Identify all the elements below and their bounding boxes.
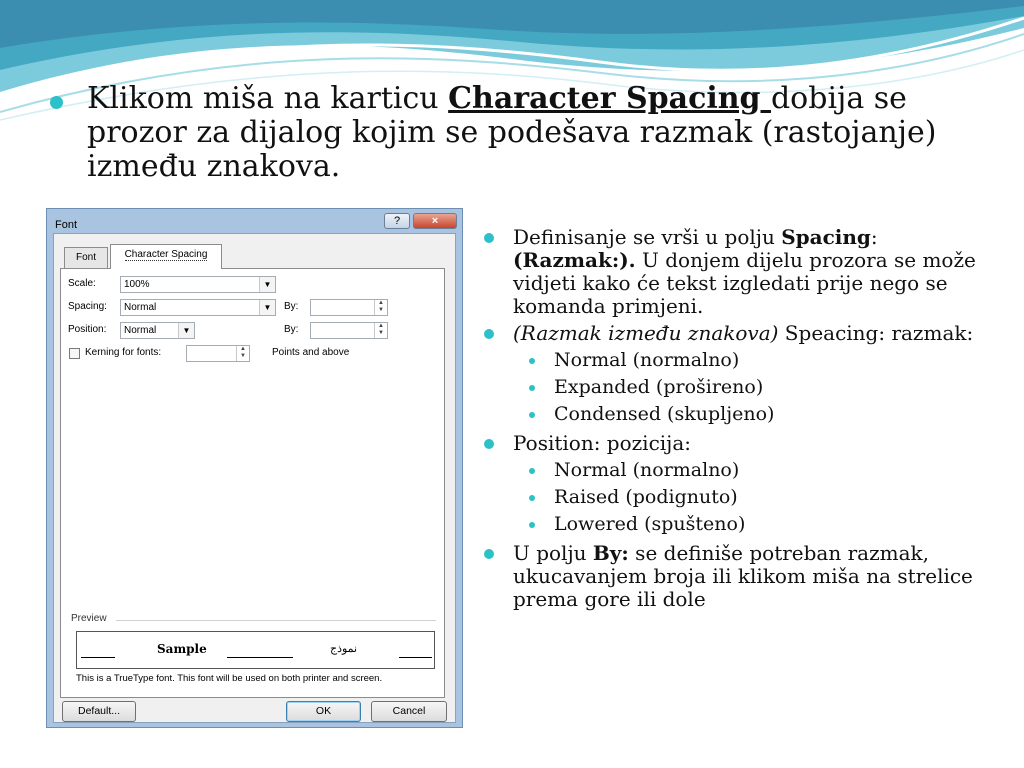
scale-value: 100%	[124, 279, 150, 290]
sub-list-item	[480, 349, 980, 372]
kerning-checkbox[interactable]	[69, 348, 80, 359]
list-item	[480, 322, 980, 345]
ok-button[interactable]: OK	[286, 701, 361, 722]
item1-text-a: Definisanje se vrši u polju	[513, 225, 782, 249]
spacing-by-spinner[interactable]	[310, 299, 388, 316]
item1-spacing-term: Spacing	[781, 225, 871, 249]
sub-item-text: Lowered (spušteno)	[554, 513, 746, 535]
spacing-label: Spacing:	[68, 301, 107, 312]
sub-item-text: Normal (normalno)	[554, 459, 740, 481]
spacing-combobox[interactable]	[120, 299, 276, 316]
preview-sample: Sample	[157, 642, 207, 656]
chevron-down-icon[interactable]: ▼	[259, 277, 275, 292]
chevron-down-icon[interactable]: ▼	[178, 323, 194, 338]
bullet-dot-icon	[484, 439, 494, 449]
tab-font[interactable]: Font	[64, 247, 108, 268]
default-button[interactable]: Default...	[62, 701, 136, 722]
cancel-button[interactable]: Cancel	[371, 701, 447, 722]
sub-list-item	[480, 376, 980, 399]
spinner-arrows-icon[interactable]: ▲ ▼	[374, 300, 387, 315]
preview-underline	[81, 657, 115, 658]
sub-bullet-icon	[529, 468, 535, 474]
scale-combobox[interactable]	[120, 276, 276, 293]
item4-by-term: By:	[592, 541, 629, 565]
position-combobox[interactable]	[120, 322, 195, 339]
preview-note: This is a TrueType font. This font will be used on both printer and screen.	[76, 673, 383, 684]
item4-text-c: se definiše potreban razmak, ukucavanjem broja ili klikom miša na strelice prema gore ili dole	[513, 541, 973, 611]
position-value: Normal	[124, 325, 157, 336]
main-bullet	[50, 82, 970, 184]
sub-bullet-icon	[529, 522, 535, 528]
sub-item-text: Raised (podignuto)	[554, 486, 738, 508]
bullet-dot-icon	[50, 96, 63, 109]
kerning-points-spinner[interactable]	[186, 345, 250, 362]
preview-label: Preview	[71, 613, 107, 624]
main-bullet-prefix: Klikom miša na karticu	[87, 81, 449, 116]
dialog-body	[53, 233, 456, 723]
main-bullet-highlight: Character Spacing	[448, 81, 771, 116]
main-bullet-text	[87, 82, 970, 184]
bullet-dot-icon	[484, 233, 494, 243]
tab-character-spacing-label: Character Spacing	[124, 249, 208, 260]
chevron-down-icon[interactable]: ▼	[259, 300, 275, 315]
list-item	[480, 226, 980, 318]
spinner-arrows-icon[interactable]: ▲ ▼	[236, 346, 249, 361]
preview-box	[76, 631, 435, 669]
list-item	[480, 432, 980, 455]
sub-list-item	[480, 486, 980, 509]
sub-list-item	[480, 513, 980, 536]
item2-rest: Speacing: razmak:	[778, 321, 974, 345]
position-by-label: By:	[284, 324, 299, 335]
item1-razmak-term: (Razmak:).	[513, 248, 636, 272]
sub-item-text: Condensed (skupljeno)	[554, 403, 775, 425]
font-dialog	[46, 208, 463, 728]
preview-arabic-sample: نموذج	[330, 643, 358, 655]
main-bullet-suffix: dobija se prozor za dijalog kojim se podešava razmak (rastojanje) između znakova.	[87, 81, 937, 184]
item4-text-a: U polju	[513, 541, 593, 565]
position-label: Position:	[68, 324, 107, 335]
dialog-title: Font	[55, 219, 78, 231]
preview-divider	[116, 620, 436, 621]
help-button[interactable]: ?	[384, 213, 410, 229]
item2-italic: (Razmak između znakova)	[513, 321, 779, 345]
scale-label: Scale:	[68, 278, 96, 289]
sub-bullet-icon	[529, 385, 535, 391]
preview-underline	[399, 657, 432, 658]
bullet-dot-icon	[484, 549, 494, 559]
sub-bullet-icon	[529, 495, 535, 501]
sub-list-item	[480, 403, 980, 426]
bullet-dot-icon	[484, 329, 494, 339]
position-by-spinner[interactable]	[310, 322, 388, 339]
item1-text-c: :	[870, 225, 878, 249]
list-item	[480, 542, 980, 611]
preview-underline	[227, 657, 293, 658]
close-button[interactable]: ×	[413, 213, 457, 229]
item3-text: Position: pozicija:	[513, 431, 692, 455]
spinner-arrows-icon[interactable]: ▲ ▼	[374, 323, 387, 338]
explanation-list	[480, 226, 980, 611]
sub-list-item	[480, 459, 980, 482]
kerning-suffix: Points and above	[272, 347, 350, 358]
spacing-by-label: By:	[284, 301, 299, 312]
spacing-value: Normal	[124, 302, 157, 313]
sub-bullet-icon	[529, 412, 535, 418]
sub-bullet-icon	[529, 358, 535, 364]
sub-item-text: Normal (normalno)	[554, 349, 740, 371]
tab-character-spacing[interactable]	[110, 244, 222, 269]
item1-text-e: U donjem dijelu prozora se može vidjeti kako će tekst izgledati prije nego se komanda primjeni.	[513, 248, 976, 318]
kerning-label[interactable]: Kerning for fonts:	[85, 347, 162, 358]
character-spacing-panel	[60, 268, 445, 698]
sub-item-text: Expanded (prošireno)	[554, 376, 764, 398]
